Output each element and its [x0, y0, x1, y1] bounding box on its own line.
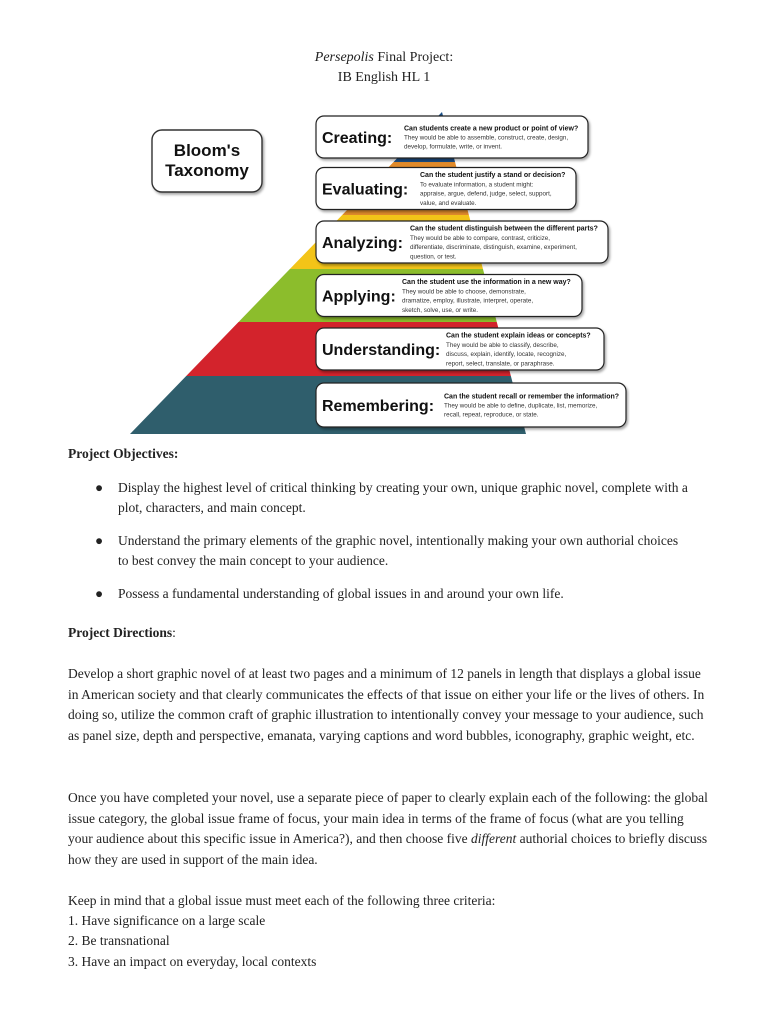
level-box	[316, 221, 608, 263]
level-question: Can the student use the information in a new way?	[402, 279, 571, 287]
criteria-item-1: 1. Have significance on a large scale	[68, 913, 266, 928]
list-item	[68, 584, 688, 604]
level-name: Remembering:	[322, 398, 435, 415]
level-detail: recall, repeat, reproduce, or state.	[444, 411, 539, 419]
list-item	[68, 478, 688, 518]
level-detail: develop, formulate, write, or invent.	[404, 143, 502, 151]
taxonomy-label-box	[152, 130, 262, 192]
para2-text-a: Once you have completed your novel, use a separate piece of paper to clearly explain each of the following: the global issue category, the global issue frame of focus, your main idea in terms of the frame of focus (what are you telling your audience about this specific issue in America?), and then choose five	[68, 790, 708, 846]
level-detail: discuss, explain, identify, locate, recognize,	[446, 351, 567, 359]
directions-paragraph-1: Develop a short graphic novel of at least two pages and a minimum of 12 panels in length that displays a global issue in American society and that clearly communicates the effects of that issue on either your life or the lives of others. In doing so, utilize the common craft of graphic illustration to intentionally convey your message to your audience, such as panel size, depth and perspective, emanata, varying captions and word bubbles, iconography, graphic weight, etc.	[68, 666, 705, 743]
para2-emphasis: different	[471, 831, 517, 846]
level-name: Creating:	[322, 130, 393, 147]
criteria-item-3: 3. Have an impact on everyday, local contexts	[68, 954, 317, 969]
directions-paragraph-2	[68, 788, 708, 870]
level-box	[316, 328, 604, 370]
objectives-list	[68, 478, 688, 617]
level-box	[316, 168, 576, 210]
list-item	[68, 531, 688, 571]
level-question: Can the student justify a stand or decision?	[420, 172, 566, 180]
taxonomy-label-line1: Bloom's	[173, 141, 241, 160]
level-detail: They would be able to define, duplicate, list, memorize,	[444, 402, 598, 410]
title-rest: Final Project:	[373, 50, 454, 65]
level-detail: They would be able to choose, demonstrate,	[402, 288, 526, 296]
title-book-name: Persepolis	[314, 50, 374, 65]
objectives-heading: Project Objectives:	[68, 446, 179, 461]
level-question: Can students create a new product or point of view?	[404, 125, 579, 133]
criteria-intro: Keep in mind that a global issue must meet each of the following three criteria:	[68, 893, 496, 908]
objective-text: Possess a fundamental understanding of global issues in and around your own life.	[118, 586, 564, 601]
level-detail: appraise, argue, defend, judge, select, support,	[420, 190, 552, 198]
level-question: Can the student explain ideas or concepts?	[446, 332, 591, 340]
directions-heading	[68, 625, 176, 641]
level-detail: report, select, translate, or paraphrase.	[446, 360, 555, 368]
objective-text: Understand the primary elements of the graphic novel, intentionally making your own authorial choices to best convey the main concept to your audience.	[118, 533, 679, 568]
level-name: Applying:	[322, 288, 396, 306]
level-detail: sketch, solve, use, or write.	[402, 306, 478, 314]
directions-heading-text: Project Directions	[68, 625, 173, 640]
taxonomy-label-line2: Taxonomy	[165, 161, 249, 180]
para2-text-b: authorial choices to briefly discuss how they are used in support of the main idea.	[68, 831, 708, 867]
bullet-icon: ●	[95, 533, 104, 548]
level-detail: They would be able to classify, describe,	[446, 341, 559, 349]
level-question: Can the student recall or remember the information?	[444, 393, 620, 401]
level-detail: dramatize, employ, illustrate, interpret, operate,	[402, 297, 534, 305]
bullet-icon: ●	[95, 480, 104, 495]
level-question: Can the student distinguish between the different parts?	[410, 225, 598, 233]
objective-text: Display the highest level of critical thinking by creating your own, unique graphic novel, complete with a plot, characters, and main concept.	[118, 480, 688, 515]
level-detail: question, or test.	[410, 253, 457, 261]
level-detail: They would be able to compare, contrast, criticize,	[410, 234, 550, 242]
level-box	[316, 116, 588, 158]
level-detail: differentiate, discriminate, distinguish, examine, experiment,	[410, 244, 577, 252]
level-name: Evaluating:	[322, 181, 409, 199]
level-detail: To evaluate information, a student might:	[420, 181, 534, 189]
level-box	[316, 383, 626, 427]
level-detail: value, and evaluate.	[420, 199, 477, 207]
document-title	[0, 48, 768, 68]
criteria-item-2: 2. Be transnational	[68, 933, 170, 948]
directions-heading-colon: :	[172, 625, 176, 640]
blooms-taxonomy-figure	[130, 112, 630, 434]
level-name: Analyzing:	[322, 235, 403, 252]
level-box	[316, 275, 582, 317]
document-subtitle: IB English HL 1	[337, 70, 431, 85]
bullet-icon: ●	[95, 586, 104, 601]
level-name: Understanding:	[322, 342, 441, 359]
level-detail: They would be able to assemble, construct, create, design,	[404, 134, 569, 142]
